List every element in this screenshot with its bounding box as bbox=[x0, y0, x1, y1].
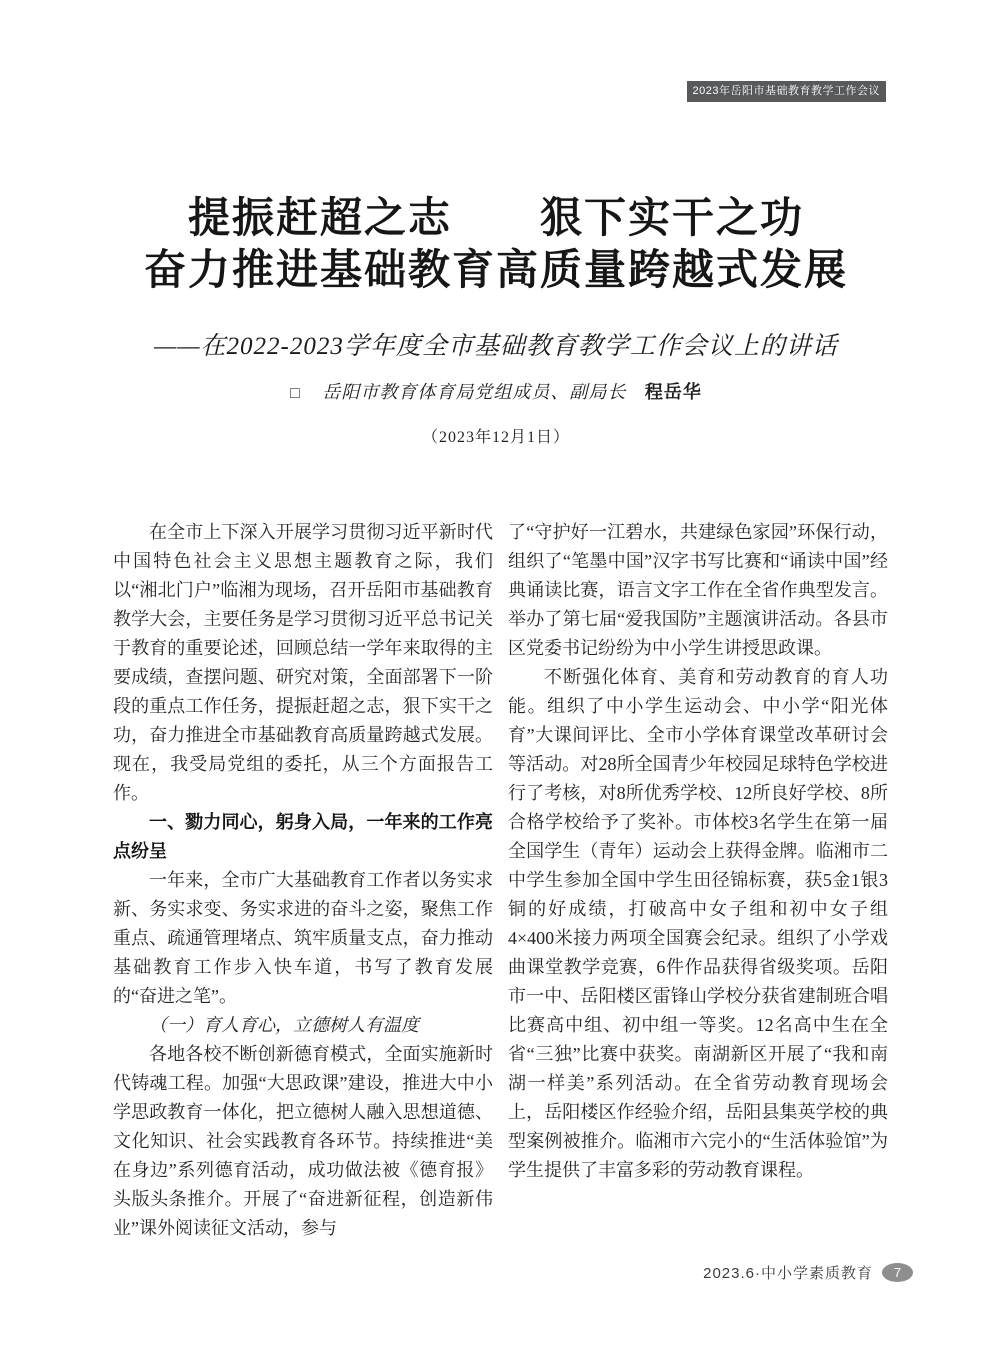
author-line bbox=[0, 378, 992, 404]
article-title-line1: 提振赶超之志 狠下实干之功 bbox=[187, 196, 804, 242]
article-subtitle: ——在2022-2023学年度全市基础教育教学工作会议上的讲话 bbox=[154, 333, 838, 360]
speech-date: （2023年12月1日） bbox=[421, 429, 570, 446]
paragraph: 在全市上下深入开展学习贯彻习近平新时代中国特色社会主义思想主题教育之际，我们以“湘北门户”临湘为现场，召开岳阳市基础教育教学大会，主要任务是学习贯彻习近平总书记关于教育的重要论述，回顾总结一学年来取得的主要成绩，查摆问题、研究对策，全面部署下一阶段的重点工作任务，提振赶超之志，狠下实干之功，奋力推进全市基础教育高质量跨越式发展。现在，我受局党组的委托，从三个方面报告工作。 bbox=[113, 522, 493, 803]
paragraph: 各地各校不断创新德育模式，全面实施新时代铸魂工程。加强“大思政课”建设，推进大中小学思政教育一体化，把立德树人融入思想道德、文化知识、社会实践教育各环节。持续推进“美在身边”系列德育活动，成功做法被《德育报》头版头条推介。开展了“奋进新征程，创造新伟业”课外阅读征文活动，参与 bbox=[113, 1044, 493, 1238]
section-heading: （一）育人育心，立德树人有温度 bbox=[149, 1015, 419, 1035]
article-title bbox=[0, 193, 992, 297]
page-number-badge: 7 bbox=[882, 1263, 913, 1282]
page-footer bbox=[703, 1262, 913, 1283]
paragraph: 不断强化体育、美育和劳动教育的育人功能。组织了中小学生运动会、中小学“阳光体育”大课间评比、全市小学体育课堂改革研讨会等活动。对28所全国青少年校园足球特色学校进行了考核，对8所优秀学校、12所良好学校、8所合格学校给予了奖补。市体校3名学生在第一届全国学生（青年）运动会上获得金牌。临湘市二中学生参加全国中学生田径锦标赛，获5金1银3铜的好成绩，打破高中女子组和初中女子组4×400米接力两项全国赛会纪录。组织了小学戏曲课堂教学竞赛，6件作品获得省级奖项。岳阳市一中、岳阳楼区雷锋山学校分获省建制班合唱比赛高中组、初中组一等奖。12名高中生在全省“三独”比赛中获奖。南湖新区开展了“我和南湖一样美”系列活动。在全省劳动教育现场会上，岳阳楼区作经验介绍，岳阳县集英学校的典型案例被推介。临湘市六完小的“生活体验馆”为学生提供了丰富多彩的劳动教育课程。 bbox=[508, 667, 888, 1180]
journal-issue-label: 2023.6·中小学素质教育 bbox=[703, 1265, 873, 1282]
right-column bbox=[508, 518, 888, 1243]
author-name: 程岳华 bbox=[644, 382, 702, 402]
conference-header-badge: 2023年岳阳市基础教育教学工作会议 bbox=[687, 81, 886, 102]
section-heading: 一、勠力同心，躬身入局，一年来的工作亮点纷呈 bbox=[113, 812, 493, 861]
article-body bbox=[113, 518, 888, 1243]
author-role: 岳阳市教育体育局党组成员、副局长 bbox=[322, 382, 627, 402]
author-square-marker-icon: □ bbox=[290, 385, 300, 402]
left-column bbox=[113, 518, 493, 1243]
paragraph: 一年来，全市广大基础教育工作者以务实求新、务实求变、务实求进的奋斗之姿，聚焦工作重点、疏通管理堵点、筑牢质量支点，奋力推动基础教育工作步入快车道，书写了教育发展的“奋进之笔”。 bbox=[113, 870, 493, 1006]
article-title-line2: 奋力推进基础教育高质量跨越式发展 bbox=[143, 248, 848, 294]
paragraph: 了“守护好一江碧水，共建绿色家园”环保行动，组织了“笔墨中国”汉字书写比赛和“诵读中国”经典诵读比赛，语言文字工作在全省作典型发言。举办了第七届“爱我国防”主题演讲活动。各县市区党委书记纷纷为中小学生讲授思政课。 bbox=[508, 522, 888, 658]
